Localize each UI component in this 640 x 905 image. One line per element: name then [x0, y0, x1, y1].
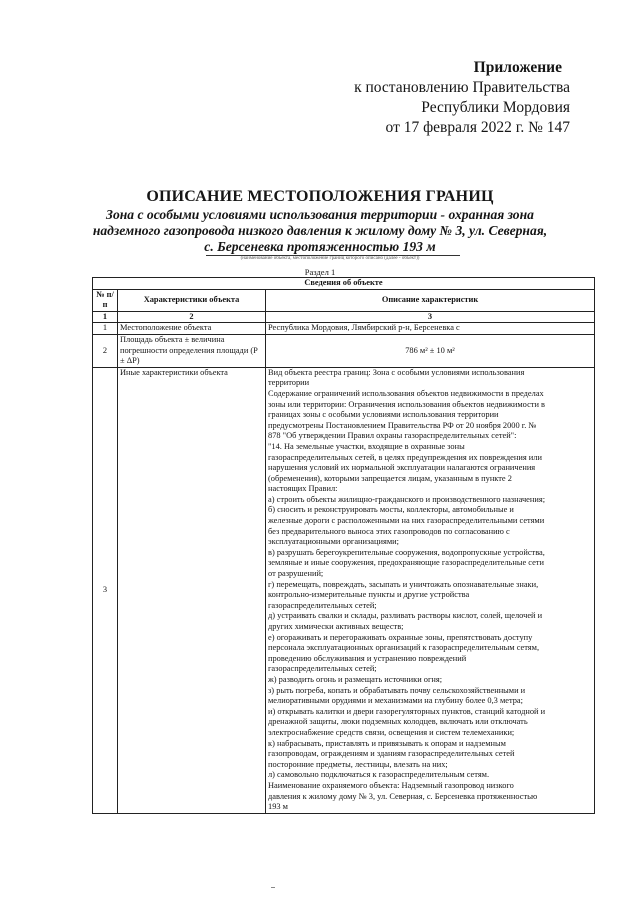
description-line: эксплуатационными организациями;: [268, 537, 399, 547]
description-line: зоны или территории: Ограничения использования объектов недвижимости в: [268, 399, 545, 409]
description-line: от разрушений;: [268, 569, 324, 579]
appendix-line-3: от 17 февраля 2022 г. № 147: [385, 119, 570, 136]
description-line: з) рыть погреба, копать и обрабатывать почву сельскохозяйственными и: [268, 685, 526, 695]
table-header-row: [93, 289, 595, 311]
appendix-line-2: Республики Мордовия: [421, 99, 570, 116]
document-subtitle: [60, 207, 580, 255]
section-title: Раздел 1: [304, 267, 336, 277]
table-row: [93, 334, 595, 367]
row-number: 3: [93, 367, 118, 813]
description-line: электроснабжение средств связи, освещения и систем телемеханики;: [268, 727, 515, 737]
description-line: газораспределительных сетей;: [268, 664, 377, 674]
subtitle-line-2: надземного газопровода низкого давления к жилому дому № 3, ул. Северная,: [92, 223, 548, 238]
description-line: дренажной защиты, люки подземных колодцев, включать или отключать: [268, 717, 528, 727]
description-line: д) устраивать свалки и склады, разливать растворы кислот, солей, щелочей и: [268, 611, 543, 621]
header-number-3: 3: [266, 311, 595, 323]
appendix-line-1: к постановлению Правительства: [354, 79, 570, 96]
description-line: настоящих Правил:: [268, 484, 338, 494]
description-line: контрольно-измерительные пункты и другие устройства: [268, 590, 470, 600]
description-line: 878 "Об утверждении Правил охраны газораспределительных сетей":: [268, 431, 517, 441]
description-line: а) строить объекты жилищно-гражданского и производственного назначения;: [268, 494, 546, 504]
description-line: б) сносить и реконструировать мосты, коллекторы, автомобильные и: [268, 505, 514, 515]
row-characteristic: Площадь объекта ± величина погрешности определения площади (P ± ΔP): [118, 334, 266, 367]
page-mark: [271, 887, 275, 888]
description-line: 193 м: [268, 802, 288, 812]
description-line: и) открывать калитки и двери газорегуляторных пунктов, станций катодной и: [268, 706, 546, 716]
description-line: персонала эксплуатационных организаций к газораспределительным сетям,: [268, 643, 540, 653]
description-line: земляные и иные сооружения, предохраняющие газораспределительные сети: [268, 558, 544, 568]
description-line: газопроводам, ограждениям и зданиям газораспределительных сетей: [268, 749, 515, 759]
description-line: границах зоны с особыми условиями использования территории: [268, 410, 499, 420]
description-line: других химически активных веществ;: [268, 622, 404, 631]
description-line: железные дороги с расположенными на них газораспределительными сетями: [268, 516, 545, 526]
row-description: 786 м² ± 10 м²: [266, 334, 595, 367]
header-description: Описание характеристик: [266, 289, 595, 311]
description-line: г) перемещать, повреждать, засыпать и уничтожать опознавательные знаки,: [268, 579, 539, 589]
description-line: посторонние предметы, лестницы, влезать на них;: [268, 759, 448, 769]
header-number: № п/п: [93, 289, 118, 311]
description-line: е) огораживать и перегораживать охранные зоны, препятствовать доступу: [268, 632, 533, 642]
header-number-2: 2: [118, 311, 266, 323]
description-line: к) набрасывать, приставлять и привязывать к опорам и надземным: [268, 738, 506, 748]
header-number-1: 1: [93, 311, 118, 323]
table-caption-row: [93, 278, 595, 290]
document-title: ОПИСАНИЕ МЕСТОПОЛОЖЕНИЯ ГРАНИЦ: [146, 188, 494, 205]
header-numbers-row: [93, 311, 595, 323]
description-line: территории: [268, 378, 310, 388]
table-row: [93, 323, 595, 335]
appendix-title: Приложение: [473, 59, 562, 76]
row-number: 2: [93, 334, 118, 367]
description-line: газораспределительных сетей;: [268, 600, 377, 610]
description-line: Вид объекта реестра границ: Зона с особыми условиями использования: [268, 367, 525, 377]
description-line: давления к жилому дому № 3, ул. Северная, с. Берсеневка протяженностью: [268, 791, 538, 801]
description-line: л) самовольно подключаться к газораспределительным сетям.: [268, 770, 490, 780]
description-line: ж) разводить огонь и размещать источники огня;: [268, 674, 443, 684]
header-characteristic: Характеристики объекта: [118, 289, 266, 311]
description-line: мелиоративными орудиями и механизмами на глубину более 0,3 метра;: [268, 696, 523, 706]
title-caption: (наименование объекта, местоположение границ которого описано (далее - объект)): [240, 256, 420, 261]
description-line: Содержание ограничений использования объектов недвижимости в пределах: [268, 388, 544, 398]
row-number: 1: [93, 323, 118, 335]
description-line: в) разрушать берегоукрепительные сооружения, водопропускные устройства,: [268, 547, 545, 557]
description-line: (обременения), которыми запрещается лицам, указанным в пункте 2: [268, 473, 512, 483]
row-description: Республика Мордовия, Лямбирский р-н, Берсеневка с: [266, 323, 595, 335]
description-line: без предварительного выноса этих газопроводов по согласованию с: [268, 526, 510, 536]
table-row: [93, 367, 595, 813]
row-description: [266, 367, 595, 813]
row-characteristic: Иные характеристики объекта: [118, 367, 266, 813]
subtitle-line-3: с. Берсеневка протяженностью 193 м: [204, 239, 436, 254]
description-line: газораспределительных сетей, в целях предупреждения их повреждения или: [268, 452, 542, 462]
table-caption: Сведения об объекте: [93, 278, 595, 290]
object-info-table: [92, 277, 595, 814]
description-line: нарушения условий их нормальной эксплуатации налагаются ограничения: [268, 463, 536, 473]
subtitle-line-1: Зона с особыми условиями использования территории - охранная зона: [106, 207, 534, 222]
description-line: предусмотрены Постановлением Правительства РФ от 20 ноября 2000 г. №: [268, 420, 537, 430]
description-line: проведению обслуживания и устранению повреждений: [268, 653, 467, 663]
appendix-block: [310, 58, 570, 138]
row-characteristic: Местоположение объекта: [118, 323, 266, 335]
description-line: "14. На земельные участки, входящие в охранные зоны: [268, 441, 465, 451]
description-line: Наименование охраняемого объекта: Надземный газопровод низкого: [268, 780, 514, 790]
